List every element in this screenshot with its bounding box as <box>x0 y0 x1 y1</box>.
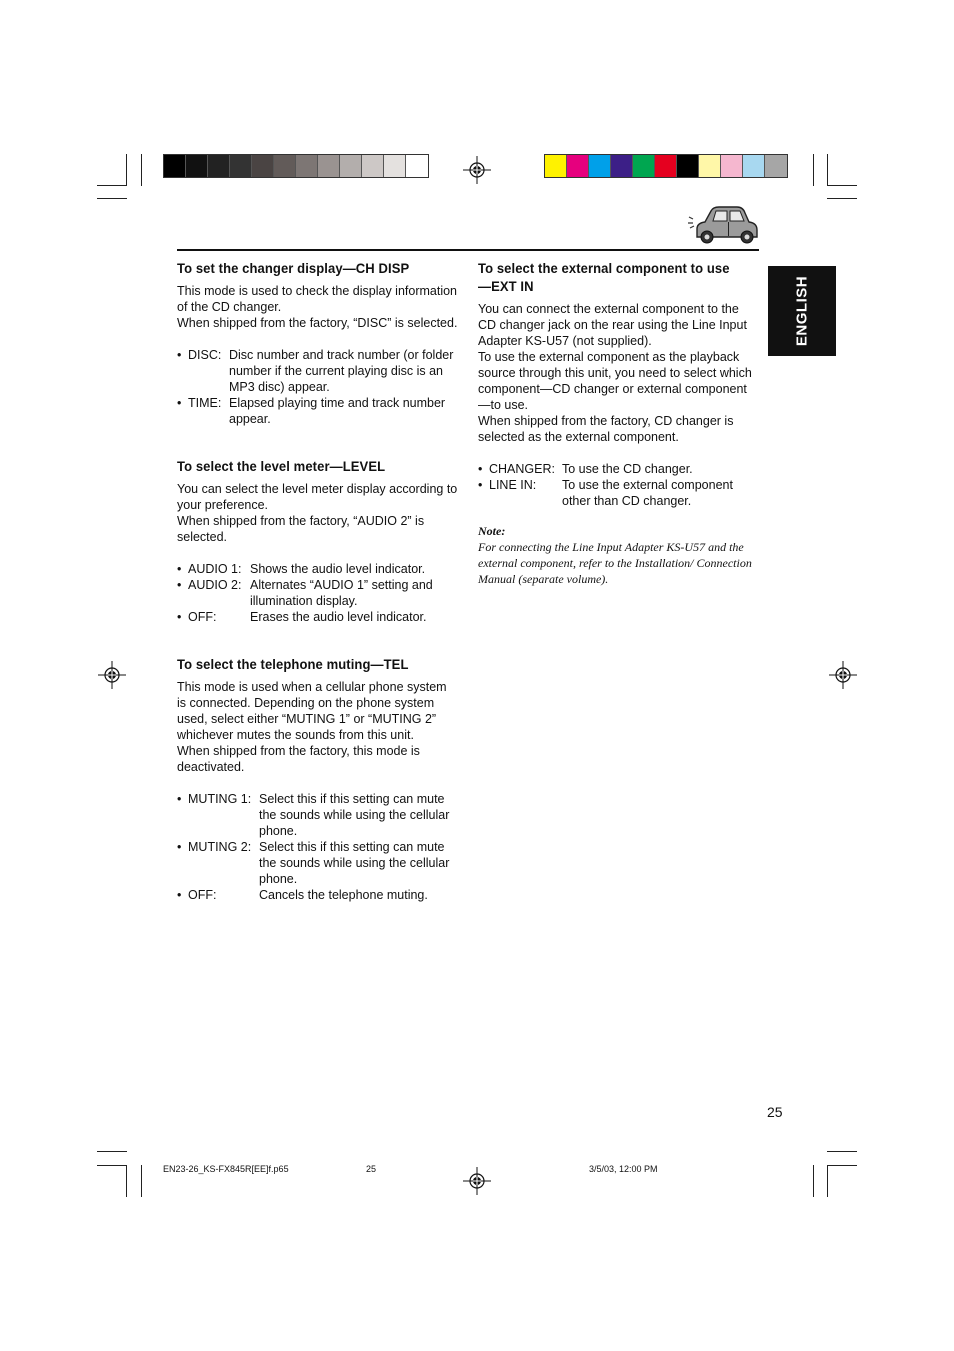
color-swatch <box>743 155 765 177</box>
grayscale-swatch-bar <box>163 154 429 178</box>
crop-mark <box>97 1151 127 1152</box>
note-heading: Note: <box>478 524 506 538</box>
list-item: • MUTING 2: Select this if this setting can mute the sounds while using the cellular phone. <box>177 840 450 886</box>
list-item: • LINE IN: To use the external component other than CD changer. <box>478 478 733 508</box>
crop-mark <box>813 1165 814 1197</box>
color-swatch <box>208 155 230 177</box>
paragraph: This mode is used to check the display information of the CD changer. <box>177 284 457 314</box>
color-swatch <box>274 155 296 177</box>
footer-date: 3/5/03, 12:00 PM <box>589 1164 658 1174</box>
crop-mark <box>827 1151 857 1152</box>
section-rule <box>177 249 759 251</box>
crop-mark <box>126 154 127 186</box>
crop-mark <box>827 185 857 186</box>
footer-page: 25 <box>366 1164 377 1174</box>
crosshair-icon <box>463 156 491 184</box>
language-tab-label: ENGLISH <box>793 275 811 347</box>
language-tab <box>768 266 836 356</box>
paragraph: To use the external component as the playback source through this unit, you need to select which component—CD changer or external component—to use. <box>478 350 752 412</box>
list-item: • MUTING 1: Select this if this setting can mute the sounds while using the cellular phone. <box>177 792 450 838</box>
crop-mark <box>97 198 127 199</box>
color-swatch <box>186 155 208 177</box>
list-item: • TIME: Elapsed playing time and track number appear. <box>177 396 446 426</box>
color-swatch <box>340 155 362 177</box>
color-swatch <box>589 155 611 177</box>
crop-mark <box>126 1165 127 1197</box>
color-swatch <box>164 155 186 177</box>
crop-mark <box>97 185 127 186</box>
paragraph: When shipped from the factory, “AUDIO 2” is selected. <box>177 514 425 544</box>
list-item: • CHANGER: To use the CD changer. <box>478 462 693 476</box>
crop-mark <box>827 154 828 186</box>
color-swatch <box>721 155 743 177</box>
footer-file: EN23-26_KS-FX845R[EE]f.p65 <box>163 1164 289 1174</box>
paragraph: When shipped from the factory, CD changer is selected as the external component. <box>478 414 734 444</box>
page-number: 25 <box>767 1104 783 1120</box>
section-title-ch-disp: To set the changer display—CH DISP <box>177 260 410 276</box>
paragraph: When shipped from the factory, this mode is deactivated. <box>177 744 420 774</box>
crop-mark <box>827 1165 857 1166</box>
paragraph: When shipped from the factory, “DISC” is selected. <box>177 316 458 330</box>
left-column <box>177 259 459 903</box>
color-swatch <box>318 155 340 177</box>
right-column <box>478 259 758 587</box>
color-swatch <box>230 155 252 177</box>
list-item: • AUDIO 2: Alternates “AUDIO 1” setting and illumination display. <box>177 578 433 608</box>
paragraph: You can connect the external component to the CD changer jack on the rear using the Line Input Adapter KS-U57 (not supplied). <box>478 302 747 348</box>
color-swatch <box>296 155 318 177</box>
color-swatch <box>384 155 406 177</box>
color-swatch-bar <box>544 154 788 178</box>
crop-mark <box>827 1165 828 1197</box>
paragraph: This mode is used when a cellular phone system is connected. Depending on the phone system used, select either “MUTING 1” or “MUTING 2” whichever mutes the sounds from this unit. <box>177 680 447 742</box>
section-title-level: To select the level meter—LEVEL <box>177 458 386 474</box>
car-icon <box>687 203 759 245</box>
crosshair-icon <box>463 1167 491 1195</box>
section-title-tel: To select the telephone muting—TEL <box>177 656 409 672</box>
crop-mark <box>827 198 857 199</box>
crop-mark <box>813 154 814 186</box>
list-item: • OFF: Erases the audio level indicator. <box>177 610 427 624</box>
crop-mark <box>97 1165 127 1166</box>
color-swatch <box>765 155 787 177</box>
list-item: • AUDIO 1: Shows the audio level indicator. <box>177 562 426 576</box>
paragraph: You can select the level meter display according to your preference. <box>177 482 458 512</box>
color-swatch <box>655 155 677 177</box>
color-swatch <box>611 155 633 177</box>
color-swatch <box>677 155 699 177</box>
section-title-ext-in-cont: —EXT IN <box>478 278 534 294</box>
color-swatch <box>362 155 384 177</box>
color-swatch <box>567 155 589 177</box>
color-swatch <box>406 155 428 177</box>
color-swatch <box>633 155 655 177</box>
color-swatch <box>252 155 274 177</box>
crosshair-icon <box>98 661 126 689</box>
note-body: For connecting the Line Input Adapter KS-U57 and the external component, refer to the Installation/ Connection Manual (separate volume). <box>478 540 752 586</box>
crop-mark <box>141 154 142 186</box>
color-swatch <box>545 155 567 177</box>
section-title-ext-in: To select the external component to use <box>478 260 730 276</box>
crosshair-icon <box>829 661 857 689</box>
crop-mark <box>141 1165 142 1197</box>
list-item: • DISC: Disc number and track number (or folder number if the current playing disc is an MP3 disc) appear. <box>177 348 454 394</box>
list-item: • OFF: Cancels the telephone muting. <box>177 888 428 902</box>
color-swatch <box>699 155 721 177</box>
